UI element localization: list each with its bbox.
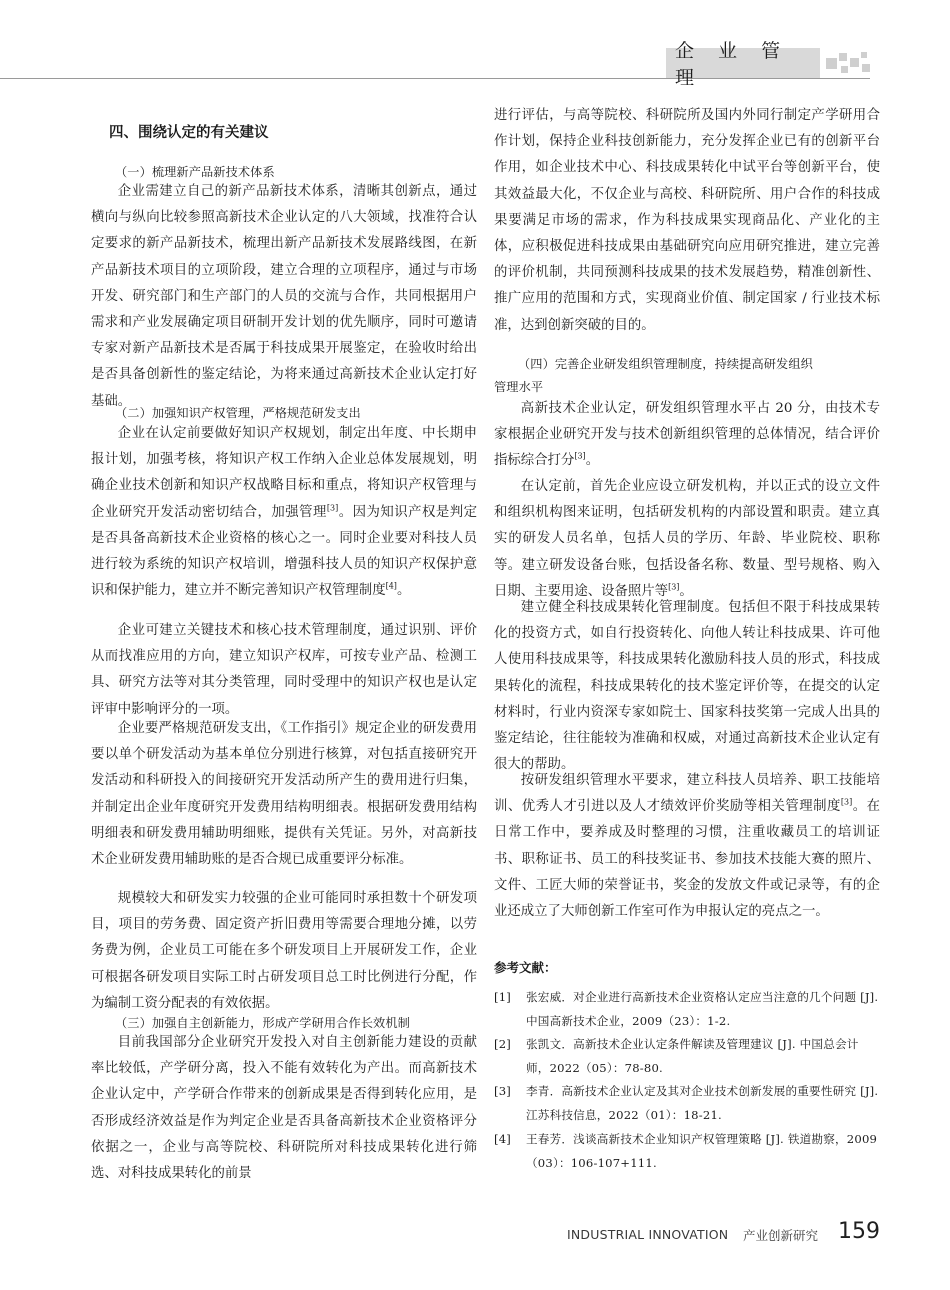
reference-item: [4] 王春芳．浅谈高新技术企业知识产权管理策略 [J]. 铁道勘察，2009（03）：106-107+111.: [494, 1132, 878, 1170]
paragraph: 按研发组织管理水平要求，建立科技人员培养、职工技能培训、优秀人才引进以及人才绩效评价奖励等相关管理制度[3]。在日常工作中，要养成及时整理的习惯，注重收藏员工的培训证书、职称证书、员工的科技奖证书、参加技术技能大赛的照片、文件、工匠大师的荣誉证书，奖金的发放文件或记录等，有的企业还成立了大师创新工作室可作为申报认定的亮点之一。: [494, 773, 881, 920]
journal-name-chinese: 产业创新研究: [743, 1228, 819, 1243]
subheading-4-continued: 管理水平: [494, 380, 544, 394]
subheading-1: （一）梳理新产品新技术体系: [115, 165, 275, 179]
subheading-3: （三）加强自主创新能力，形成产学研用合作长效机制: [115, 1016, 410, 1030]
reference-item: [2] 张凯文．高新技术企业认定条件解读及管理建议 [J]. 中国总会计师，2022（05）：78-80.: [494, 1037, 859, 1075]
paragraph: 企业需建立自己的新产品新技术体系，清晰其创新点，通过横向与纵向比较参照高新技术企业认定的八大领域，找准符合认定要求的新产品新技术，梳理出新产品新技术发展路线图，在新产品新技术项目的立项阶段，建立合理的立项程序，通过与市场开发、研究部门和生产部门的人员的交流与合作，共同根据用户需求和产业发展确定项目研制开发计划的优先顺序，同时可邀请专家对新产品新技术是否属于科技成果开展鉴定，在验收时给出是否具备创新性的鉴定结论，为将来通过高新技术企业认定打好基础。: [91, 184, 477, 409]
section-label-box: [666, 40, 820, 89]
paragraph: 在认定前，首先企业应设立研发机构，并以正式的设立文件和组织机构图来证明，包括研发机构的内部设置和职责。建立真实的研发人员名单，包括人员的学历、年龄、毕业院校、职称等。建立研发设备台账，包括设备名称、数量、型号规格、购入日期、主要用途、设备照片等[3]。: [494, 479, 880, 599]
paragraph: 目前我国部分企业研究开发投入对自主创新能力建设的贡献率比较低，产学研分离，投入不能有效转化为产出。而高新技术企业认定中，产学研合作带来的创新成果是否得到转化应用，是否形成经济效益是作为判定企业是否具备高新技术企业资格评分依据之一，企业与高等院校、科研院所对科技成果转化进行筛选、对科技成果转化的前景: [91, 1035, 477, 1182]
reference-item: [1] 张宏威．对企业进行高新技术企业资格认定应当注意的几个问题 [J]. 中国高新技术企业，2009（23）：1-2.: [494, 990, 879, 1028]
journal-name-english: INDUSTRIAL INNOVATION: [567, 1227, 729, 1242]
citation: [3]: [668, 582, 680, 592]
section-heading: 四、围绕认定的有关建议: [109, 125, 269, 141]
reference-item: [3] 李青．高新技术企业认定及其对企业技术创新发展的重要性研究 [J]. 江苏科技信息，2022（01）：18-21.: [494, 1084, 879, 1122]
paragraph: 规模较大和研发实力较强的企业可能同时承担数十个研发项目，项目的劳务费、固定资产折旧费用等需要合理地分摊，以劳务费为例，企业员工可能在多个研发项目上开展研发工作，企业可根据各研发项目实际工时占研发项目总工时比例进行分配，作为编制工资分配表的有效依据。: [91, 891, 477, 1011]
paragraph: 高新技术企业认定，研发组织管理水平占 20 分，由技术专家根据企业研究开发与技术创新组织管理的总体情况，结合评价指标综合打分[3]。: [494, 401, 880, 469]
subheading-2: （二）加强知识产权管理，严格规范研发支出: [115, 406, 361, 420]
subheading-4: （四）完善企业研发组织管理制度，持续提高研发组织: [518, 357, 813, 371]
citation: [3]: [574, 451, 586, 461]
references-title: 参考文献：: [494, 960, 557, 975]
citation: [4]: [385, 581, 397, 591]
paragraph: 企业可建立关键技术和核心技术管理制度，通过识别、评价从而找准应用的方向，建立知识产权库，可按专业产品、检测工具、研究方法等对其分类管理，同时受理中的知识产权也是认定评审中影响评分的一项。: [91, 623, 477, 717]
paragraph: 企业在认定前要做好知识产权规划，制定出年度、中长期申报计划，加强考核，将知识产权工作纳入企业总体发展规划，明确企业技术创新和知识产权战略目标和重点，将知识产权管理与企业研究开发活动密切结合，加强管理[3]。因为知识产权是判定是否具备高新技术企业资格的核心之一。同时企业要对科技人员进行较为系统的知识产权培训，增强科技人员的知识产权保护意识和保护能力，建立并不断完善知识产权管理制度[4]。: [91, 426, 478, 599]
paragraph: 企业要严格规范研发支出，《工作指引》规定企业的研发费用要以单个研发活动为基本单位分别进行核算，对包括直接研究开发活动和科研投入的间接研究开发活动所产生的费用进行归集，并制定出企业年度研究开发费用结构明细表。根据研发费用结构明细表和研发费用辅助明细账，提供有关凭证。另外，对高新技术企业研发费用辅助账的是否合规已成重要评分标准。: [91, 721, 477, 868]
citation: [3]: [326, 503, 339, 513]
page-number: 159: [838, 1219, 880, 1244]
paragraph: 建立健全科技成果转化管理制度。包括但不限于科技成果转化的投资方式，如自行投资转化、向他人转让科技成果、许可他人使用科技成果等，科技成果转化激励科技人员的形式，科技成果转化的流程，科技成果转化的技术鉴定评价等，在提交的认定材料时，行业内资深专家如院士、国家科技奖第一完成人出具的鉴定结论，往往能较为准确和权威，对通过高新技术企业认定有很大的帮助。: [494, 600, 880, 773]
section-label: 企 业 管 理: [675, 40, 790, 89]
citation: [3]: [840, 797, 853, 807]
paragraph: 进行评估，与高等院校、科研院所及国内外同行制定产学研用合作计划，保持企业科技创新能力，充分发挥企业已有的创新平台作用，如企业技术中心、科技成果转化中试平台等创新平台，使其效益最大化，不仅企业与高校、科研院所、用户合作的科技成果要满足市场的需求，作为科技成果实现商品化、产业化的主体，应积极促进科技成果由基础研究向应用研究推进，建立完善的评价机制，共同预测科技成果的技术发展趋势，精准创新性、推广应用的范围和方式，实现商业价值、制定国家 / 行业技术标准，达到创新突破的目的。: [494, 108, 880, 333]
